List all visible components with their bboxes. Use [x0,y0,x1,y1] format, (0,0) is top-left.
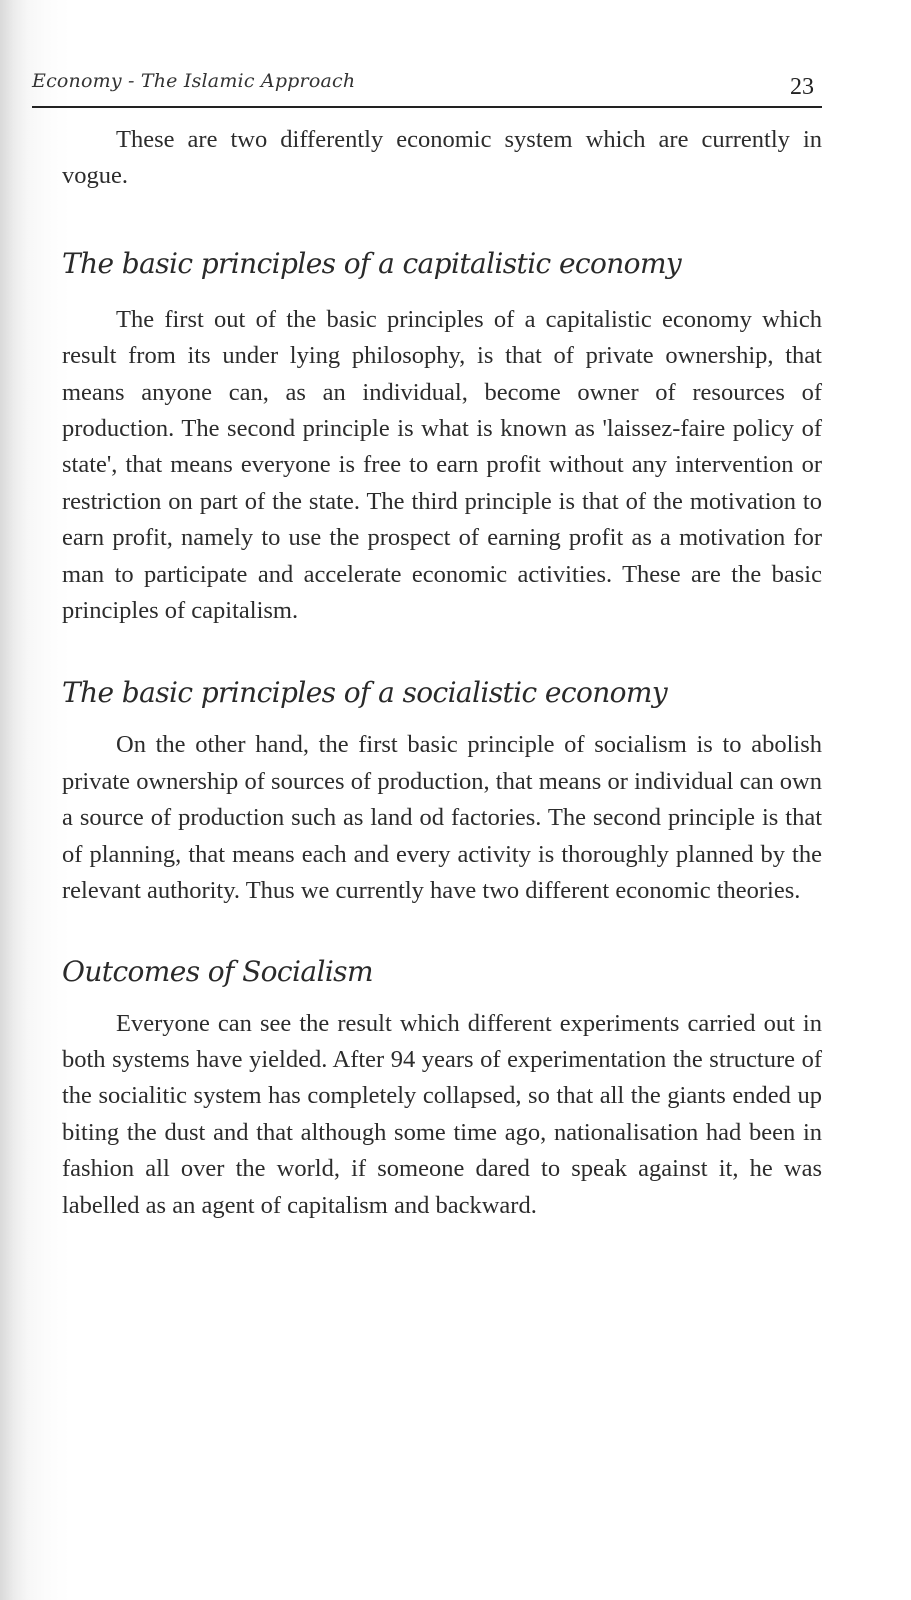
outcomes-paragraph: Everyone can see the result which different experiments carried out in both systems have yielded. After 94 years of experimentation the structure of the socialitic system has completely collapsed, so that all the giants ended up biting the dust and that although some time ago, nationalisation had been in fashion all over the world, if someone dared to speak against it, he was labelled as an agent of capitalism and backward. [62,1009,822,1219]
page-body [62,122,822,1224]
running-title: Economy - The Islamic Approach [32,70,356,92]
socialism-paragraph: On the other hand, the first basic principle of socialism is to abolish private ownership of sources of production, that means or individual can own a source of production such as land od factories. The second principle is that of planning, that means each and every activity is thoroughly planned by the relevant authority. Thus we currently have two different economic theories. [62,731,822,905]
intro-paragraph: These are two differently economic system which are currently in vogue. [62,126,822,190]
capitalism-paragraph: The first out of the basic principles of a capitalistic economy which result from its under lying philosophy, is that of private ownership, that means anyone can, as an individual, become owner of resources of production. The second principle is what is known as 'laissez-faire policy of state', that means everyone is free to earn profit without any intervention or restriction on part of the state. The third principle is that of the motivation to earn profit, namely to use the prospect of earning profit as a motivation for man to participate and accelerate economic activities. These are the basic principles of capitalism. [62,305,822,625]
running-header [32,66,822,108]
page-number: 23 [790,74,814,100]
section-heading-capitalism: The basic principles of a capitalistic economy [62,246,682,280]
section-heading-outcomes: Outcomes of Socialism [62,954,373,988]
section-heading-socialism: The basic principles of a socialistic economy [62,676,668,710]
